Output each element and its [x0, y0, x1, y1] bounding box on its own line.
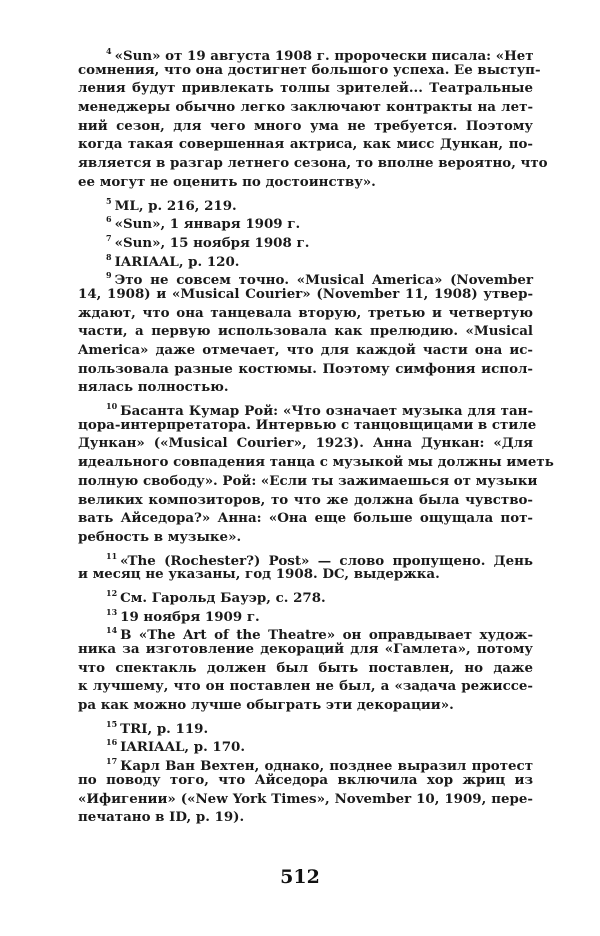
footnote-text: и месяц не указаны, год 1908. DC, выдержка.	[78, 566, 440, 583]
footnote-line	[78, 397, 533, 420]
footnote-text: идеального совпадения танца с музыкой мы должны иметь	[78, 454, 554, 471]
footnote-text: что спектакль должен был быть поставлен, но даже	[78, 659, 533, 676]
footnote-line	[78, 154, 548, 173]
footnote-text: пользовала разные костюмы. Поэтому симфония испол-	[78, 360, 533, 377]
footnotes-block	[78, 42, 554, 827]
footnote	[78, 266, 533, 397]
footnote-text: сомнения, что она достигнет большого успеха. Ее выступ-	[78, 61, 541, 78]
footnote-text: цора-интерпретатора. Интервью с танцовщицами в стиле	[78, 416, 537, 433]
footnote-line	[78, 752, 533, 775]
footnote-number: 12	[106, 587, 118, 598]
footnote-line	[78, 285, 533, 304]
footnote-text: «Sun», 15 ноября 1908 г.	[114, 234, 310, 251]
footnote-text: 14, 1908) и «Musical Courier» (November 11, 1908) утвер-	[78, 285, 533, 302]
footnote-number: 15	[106, 718, 118, 729]
footnote	[78, 733, 533, 756]
footnote-text: полную свободу». Рой: «Если ты зажимаешься от музыки	[78, 472, 538, 489]
footnote-line	[78, 135, 533, 154]
footnote-line	[78, 621, 533, 644]
footnote-line	[78, 304, 533, 323]
footnote-text: «Sun» от 19 августа 1908 г. пророчески писала: «Нет	[114, 48, 534, 64]
footnote-number: 17	[106, 756, 118, 767]
footnote-number: 11	[106, 550, 118, 561]
footnote-text: вать Айседора?» Анна: «Она еще больше ощущала пот-	[78, 510, 533, 527]
footnote	[78, 752, 533, 827]
footnote-number: 16	[106, 737, 118, 748]
footnote-text: когда такая совершенная актриса, как мисс Дункан, по-	[78, 136, 533, 153]
footnote	[78, 621, 533, 714]
footnote-text: великих композиторов, то что же должна была чувство-	[78, 491, 533, 508]
footnote-line	[78, 416, 537, 435]
footnote	[78, 547, 533, 584]
footnote-text: IARIAAL, p. 170.	[120, 739, 246, 756]
footnote-text: печатано в ID, p. 19).	[78, 809, 245, 826]
footnote-line	[78, 378, 533, 397]
footnote-line	[78, 509, 533, 528]
footnote	[78, 210, 533, 233]
footnote-line	[78, 341, 533, 360]
footnote-line	[78, 192, 533, 214]
footnote-line	[78, 584, 533, 606]
footnote-text: «Ифигении» («New York Times», November 10, 1909, пере-	[78, 790, 533, 807]
footnote-line	[78, 117, 533, 136]
footnote-text: IARIAAL, p. 120.	[114, 253, 240, 270]
footnote	[78, 584, 533, 606]
footnote-line	[78, 210, 533, 233]
footnote-text: по поводу того, что Айседора включила хор жриц из	[78, 771, 533, 788]
footnote-text: менеджеры обычно легко заключают контракты на лет-	[78, 99, 533, 116]
footnote-line	[78, 434, 533, 453]
footnote-line	[78, 42, 534, 64]
footnote-line	[78, 266, 533, 289]
footnote-line	[78, 98, 533, 117]
footnote-line	[78, 229, 533, 251]
footnote-line	[78, 547, 533, 569]
footnote	[78, 42, 548, 192]
footnote-line	[78, 659, 533, 678]
footnote-line	[78, 790, 533, 809]
footnote-text: ра как можно лучше обыграть эти декорации».	[78, 697, 454, 714]
footnote-number: 6	[106, 214, 112, 225]
footnote-text: ML, p. 216, 219.	[114, 197, 237, 214]
footnote-text: Дункан» («Musical Courier», 1923). Анна Дункан: «Для	[78, 435, 533, 452]
footnote-text: к лучшему, что он поставлен не был, а «задача режиссе-	[78, 678, 533, 695]
footnote-number: 4	[106, 46, 112, 56]
footnote-line	[78, 322, 533, 341]
footnote	[78, 192, 533, 214]
footnote	[78, 229, 533, 251]
footnote-number: 13	[106, 606, 118, 617]
footnote	[78, 397, 554, 547]
page-number: 512	[280, 866, 320, 888]
footnote-text: ний сезон, для чего много ума не требуется. Поэтому	[78, 117, 533, 134]
footnote-line	[78, 61, 541, 80]
footnote-text: В «The Art of the Theatre» он оправдывает худож-	[120, 627, 533, 644]
footnote-text: «Sun», 1 января 1909 г.	[114, 216, 301, 233]
footnote-line	[78, 173, 533, 192]
footnote-line	[78, 472, 538, 491]
footnote-text: части, а первую использовала как прелюдию. «Musical	[78, 323, 533, 340]
footnote-line	[78, 733, 533, 756]
footnote-text: TRI, p. 119.	[120, 720, 209, 737]
footnote-number: 14	[106, 625, 118, 636]
footnote-text: нялась полностью.	[78, 379, 229, 396]
footnote	[78, 715, 533, 737]
footnote-text: ления будут привлекать толпы зрителей... Театральные	[78, 80, 533, 97]
footnote-text: ее могут не оценить по достоинству».	[78, 173, 376, 190]
footnote-line	[78, 491, 533, 510]
footnote-line	[78, 79, 533, 98]
footnote-number: 5	[106, 195, 112, 206]
footnote-line	[78, 360, 533, 379]
footnote-line	[78, 696, 533, 715]
footnote-text: ребность в музыке».	[78, 528, 242, 545]
footnote-line	[78, 677, 533, 696]
footnote-text: America» даже отмечает, что для каждой части она ис-	[78, 342, 533, 358]
footnote-text: 19 ноября 1909 г.	[120, 608, 260, 625]
footnote-line	[78, 528, 533, 547]
footnote-number: 7	[106, 232, 112, 243]
footnote-line	[78, 771, 533, 790]
footnote-text: Карл Ван Вехтен, однако, позднее выразил протест	[120, 758, 533, 775]
footnote-line	[78, 808, 533, 827]
footnote-text: См. Гарольд Бауэр, с. 278.	[120, 589, 326, 606]
footnote-number: 8	[106, 251, 112, 262]
footnote-text: Басанта Кумар Рой: «Что означает музыка для тан-	[120, 403, 533, 420]
footnote-text: Это не совсем точно. «Musical America» (November	[114, 272, 533, 289]
footnote-number: 10	[106, 401, 118, 412]
footnote-line	[78, 715, 533, 737]
footnote-text: ника за изготовление декораций для «Гамлета», потому	[78, 641, 533, 657]
footnote-number: 9	[106, 270, 112, 281]
footnote-line	[78, 640, 533, 659]
footnote-text: «The (Rochester?) Post» — слово пропущено. День	[120, 552, 533, 569]
footnote-line	[78, 453, 554, 472]
footnote-text: является в разгар летнего сезона, то вполне вероятно, что	[78, 155, 548, 172]
footnote-text: ждают, что она танцевала вторую, третью и четвертую	[78, 304, 533, 321]
